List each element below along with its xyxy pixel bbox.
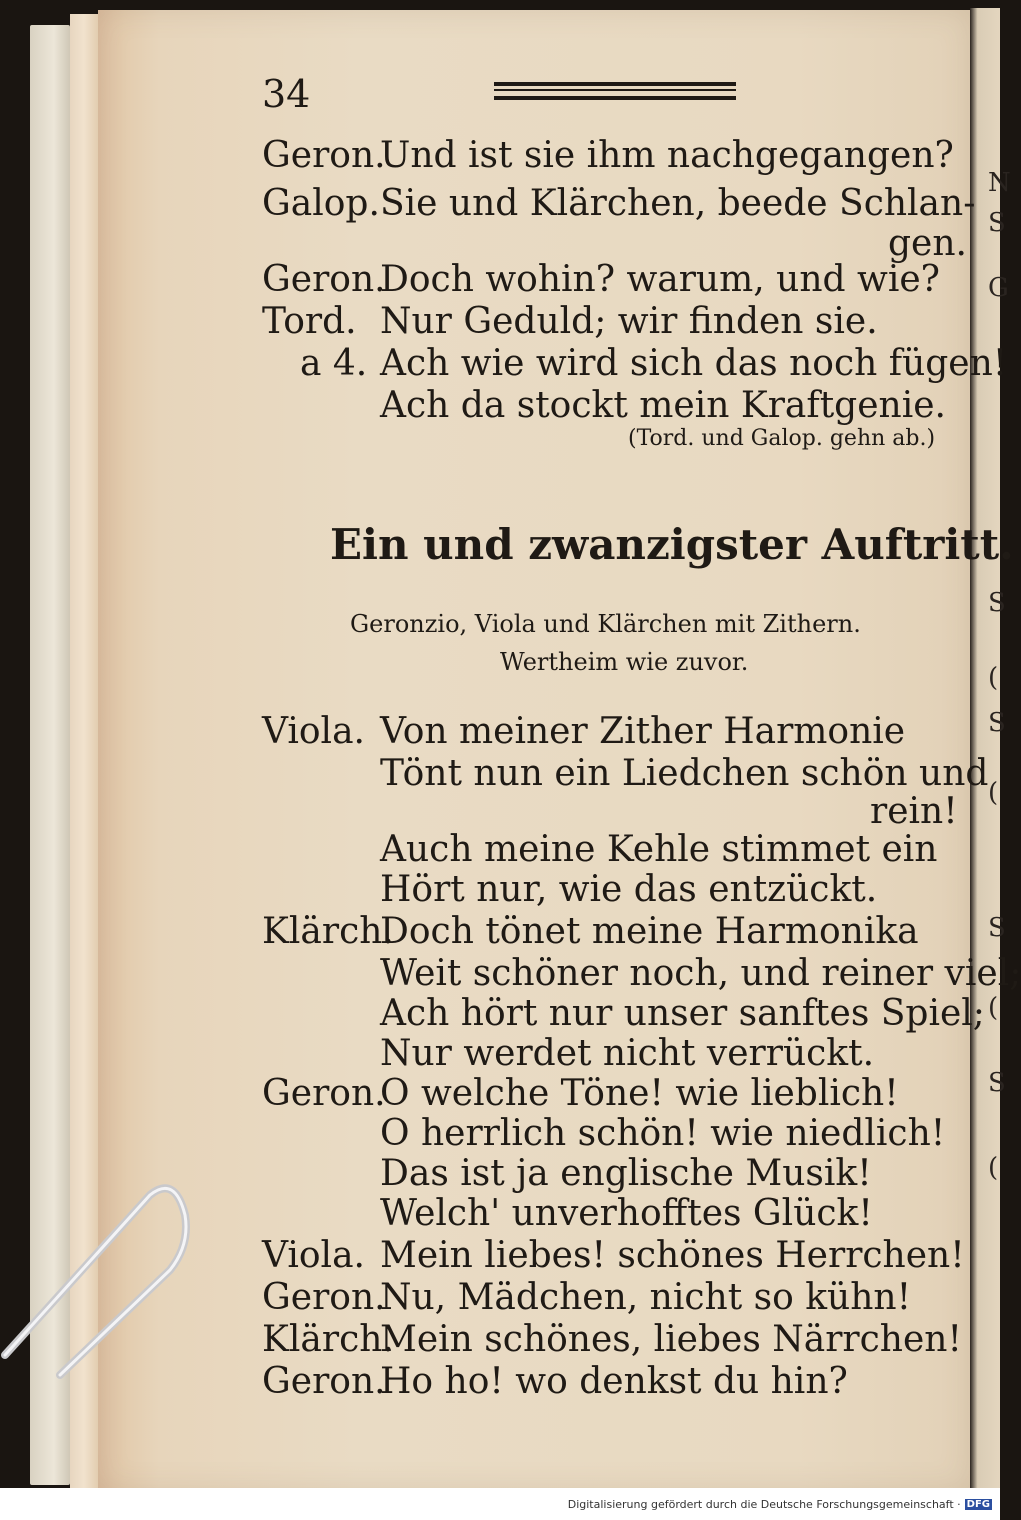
- verse-text: O herrlich schön! wie niedlich!: [380, 1113, 946, 1154]
- verse-text: Welch' unverhofftes Glück!: [380, 1193, 873, 1234]
- facing-page-glyph: S: [988, 913, 1006, 943]
- stage-direction: (Tord. und Galop. gehn ab.): [628, 426, 936, 451]
- verse-text: Tönt nun ein Liedchen schön und: [380, 753, 989, 794]
- speaker-name: Klärch.: [262, 1319, 394, 1360]
- header-rule: [494, 89, 736, 91]
- facing-page-glyph: S: [988, 588, 1006, 618]
- verse-text: Weit schöner noch, und reiner viel;: [380, 953, 1021, 994]
- facing-page-glyph: (: [988, 778, 999, 808]
- verse-text: rein!: [870, 791, 958, 832]
- verse-text: Mein liebes! schönes Herrchen!: [380, 1235, 965, 1276]
- paper-clip-icon: [0, 1175, 190, 1375]
- facing-page-glyph: S: [988, 1068, 1006, 1098]
- verse-text: Von meiner Zither Harmonie: [380, 711, 906, 752]
- verse-text: Ach wie wird sich das noch fügen!: [380, 343, 1008, 384]
- speaker-name: Klärch.: [262, 911, 394, 952]
- facing-page-glyph: S: [988, 708, 1006, 738]
- verse-text: Mein schönes, liebes Närrchen!: [380, 1319, 962, 1360]
- cast-list-line: Wertheim wie zuvor.: [500, 648, 749, 676]
- verse-text: Sie und Klärchen, beede Schlan-: [380, 183, 976, 224]
- cast-list-line: Geronzio, Viola und Klärchen mit Zithern.: [350, 610, 861, 638]
- dfg-logo: DFG: [966, 1498, 990, 1510]
- verse-text: Doch wohin? warum, und wie?: [380, 259, 940, 300]
- speaker-name: Viola.: [262, 711, 365, 752]
- verse-text: Und ist sie ihm nachgegangen?: [380, 135, 954, 176]
- header-rule: [494, 82, 736, 86]
- digitization-footer: [0, 1488, 1000, 1520]
- verse-text: Nur werdet nicht verrückt.: [380, 1033, 875, 1074]
- verse-text: Nur Geduld; wir finden sie.: [380, 301, 878, 342]
- facing-page-glyph: (: [988, 663, 999, 693]
- speaker-name: a 4.: [300, 343, 368, 384]
- facing-page-glyph: G: [988, 273, 1009, 303]
- verse-text: Ach da stockt mein Kraftgenie.: [380, 385, 946, 426]
- verse-text: Ho ho! wo denkst du hin?: [380, 1361, 848, 1402]
- page-number: 34: [262, 72, 311, 116]
- speaker-name: Viola.: [262, 1235, 365, 1276]
- speaker-name: Geron.: [262, 135, 386, 176]
- facing-page-glyph: (: [988, 993, 999, 1023]
- footer-text: Digitalisierung gefördert durch die Deutsche Forschungsgemeinschaft ·: [567, 1497, 961, 1511]
- facing-page-glyph: (: [988, 1153, 999, 1183]
- verse-text: O welche Töne! wie lieblich!: [380, 1073, 899, 1114]
- scene-heading: Ein und zwanzigster Auftritt.: [330, 520, 1014, 569]
- speaker-name: Galop.: [262, 183, 380, 224]
- facing-page-glyph: S: [988, 208, 1006, 238]
- facing-page-glyph: N: [988, 168, 1011, 198]
- speaker-name: Geron.: [262, 1361, 386, 1402]
- header-rule: [494, 96, 736, 100]
- verse-text: Nu, Mädchen, nicht so kühn!: [380, 1277, 912, 1318]
- verse-text: gen.: [888, 223, 967, 264]
- verse-text: Hört nur, wie das entzückt.: [380, 869, 878, 910]
- verse-text: Auch meine Kehle stimmet ein: [380, 829, 938, 870]
- speaker-name: Tord.: [262, 301, 357, 342]
- verse-text: Doch tönet meine Harmonika: [380, 911, 919, 952]
- facing-page-fragment: [970, 8, 1011, 1488]
- speaker-name: Geron.: [262, 259, 386, 300]
- speaker-name: Geron.: [262, 1277, 386, 1318]
- speaker-name: Geron.: [262, 1073, 386, 1114]
- verse-text: Das ist ja englische Musik!: [380, 1153, 872, 1194]
- verse-text: Ach hört nur unser sanftes Spiel;: [380, 993, 985, 1034]
